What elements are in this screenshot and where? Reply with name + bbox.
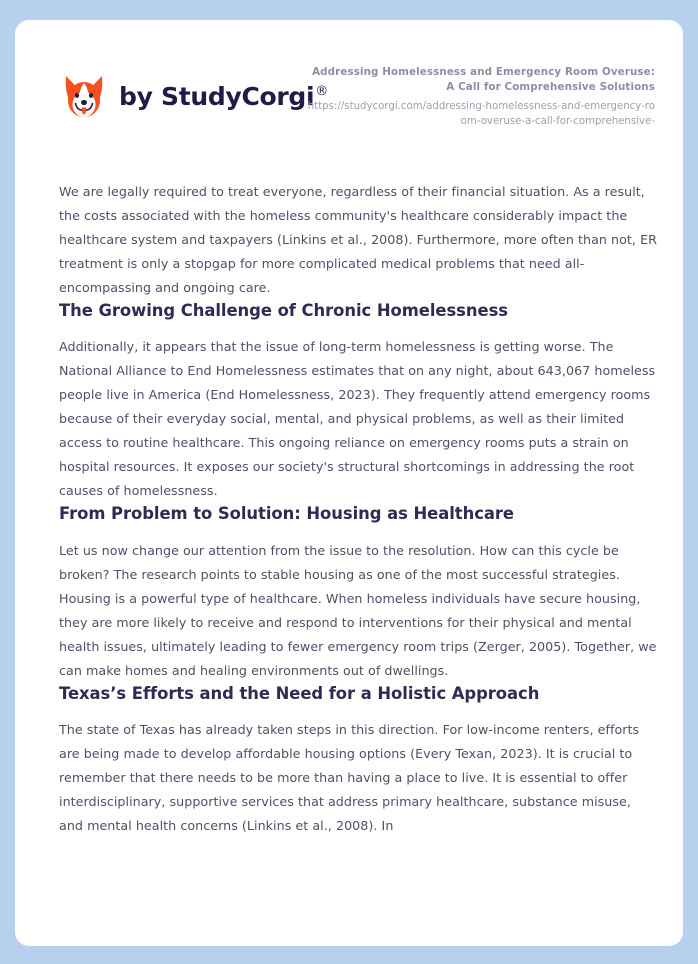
brand-lockup bbox=[60, 72, 328, 120]
document-header bbox=[15, 20, 683, 158]
section-heading: From Problem to Solution: Housing as Healthcare bbox=[59, 504, 514, 524]
corgi-logo-icon bbox=[60, 72, 108, 120]
brand-name-text: by StudyCorgi bbox=[119, 81, 315, 111]
document-title: Addressing Homelessness and Emergency Room Overuse: A Call for Comprehensive Solutions bbox=[312, 66, 655, 93]
document-meta bbox=[305, 65, 655, 129]
registered-trademark-icon: ® bbox=[315, 84, 328, 100]
body-paragraph: We are legally required to treat everyone, regardless of their financial situation. As a result, the costs associated with the homeless community's healthcare considerably impact the healthcare system and taxpayers (Linkins et al., 2008). Furthermore, more often than not, ER treatment is only a stopgap for more complicated medical problems that need all-encompassing and ongoing care. bbox=[59, 184, 657, 295]
section-heading: Texas’s Efforts and the Need for a Holistic Approach bbox=[59, 683, 540, 703]
body-paragraph: The state of Texas has already taken steps in this direction. For low-income renters, efforts are being made to develop affordable housing options (Every Texan, 2023). It is crucial to remember that there needs to be more than having a place to live. It is essential to offer interdisciplinary, supportive services that address primary healthcare, substance misuse, and mental health concerns (Linkins et al., 2008). In bbox=[59, 721, 640, 833]
section-heading: The Growing Challenge of Chronic Homelessness bbox=[59, 301, 508, 320]
document-body bbox=[59, 180, 659, 838]
document-page-card bbox=[15, 20, 683, 946]
document-url[interactable]: https://studycorgi.com/addressing-homelessness-and-emergency-room-overuse-a-call-for-comprehensive- bbox=[307, 101, 655, 128]
body-paragraph: Let us now change our attention from the issue to the resolution. How can this cycle be broken? The research points to stable housing as one of the most successful strategies. Housing is a powerful type of healthcare. When homeless individuals have secure housing, they are more likely to receive and respond to interventions for their physical and mental health issues, ultimately leading to fewer emergency room trips (Zerger, 2005). Together, we can make homes and healing environments out of dwellings. bbox=[59, 542, 657, 678]
brand-name bbox=[119, 82, 328, 111]
body-paragraph: Additionally, it appears that the issue of long-term homelessness is getting worse. The National Alliance to End Homelessness estimates that on any night, about 643,067 homeless people live in America (End Homelessness, 2023). They frequently attend emergency rooms because of their everyday social, mental, and physical problems, as well as their limited access to routine healthcare. This ongoing reliance on emergency rooms puts a strain on hospital resources. It exposes our society's structural shortcomings in addressing the root causes of homelessness. bbox=[59, 339, 656, 499]
